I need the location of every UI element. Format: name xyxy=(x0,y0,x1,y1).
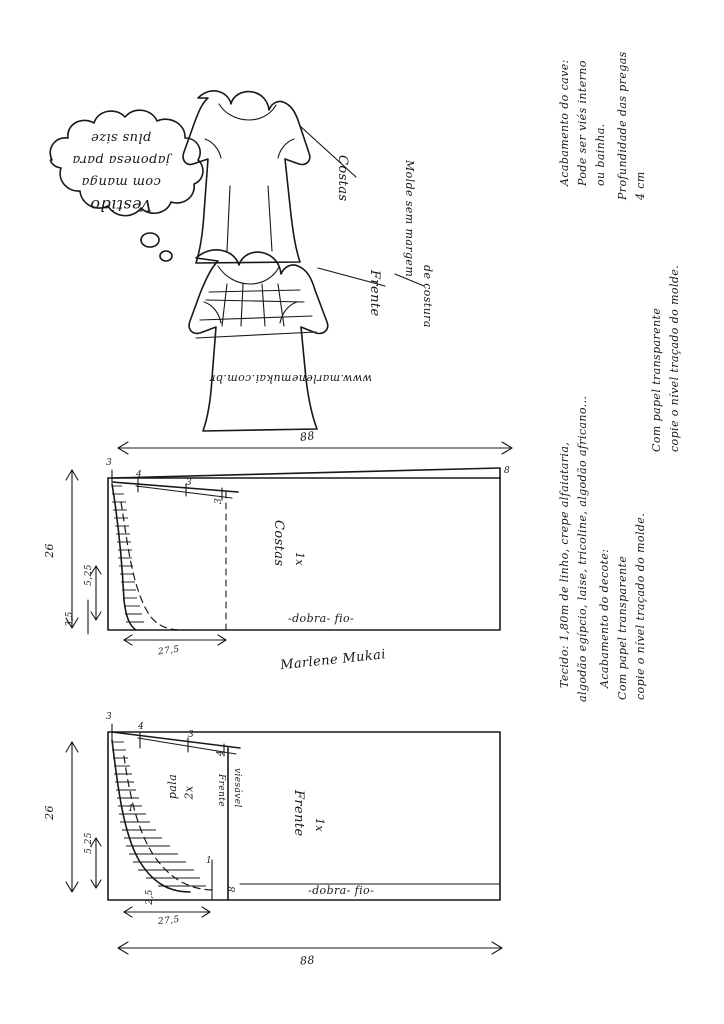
back-mark-3c: 3 xyxy=(214,497,225,505)
front-piece-qty: 1x xyxy=(313,818,326,833)
note-paper-line2: copie o nível traçado do molde. xyxy=(668,264,681,452)
front-mark-525: 5,25 xyxy=(83,832,94,854)
sketch-front-label: Frente xyxy=(367,270,382,317)
back-mark-525: 5,25 xyxy=(83,564,94,586)
front-mark-1b: 1 xyxy=(128,804,135,814)
back-fold-label: -dobra- fio- xyxy=(288,612,355,625)
note-pleat-depth-title: Profundidade das pregas xyxy=(616,51,629,200)
back-mark-3b: 3 xyxy=(186,478,193,488)
back-left-height-measure: 26 xyxy=(42,543,56,558)
front-piece-title: Frente xyxy=(291,790,306,837)
back-mark-3a: 3 xyxy=(106,458,113,468)
bubble-line-1: Vestido xyxy=(90,196,152,215)
seam-allowance-note-line2: de costura xyxy=(421,265,434,328)
front-small-label: Frente xyxy=(216,774,226,808)
back-piece-title: Costas xyxy=(271,520,286,567)
back-top-width-measure: 88 xyxy=(299,429,316,444)
note-paper-line1: Com papel transparente xyxy=(650,307,663,452)
note-neckline-finish-title: Acabamento do cave: xyxy=(558,59,571,186)
note-decote-title: Acabamento do decote: xyxy=(598,548,611,688)
bubble-line-4: plus size xyxy=(90,130,152,145)
front-yoke-label: pala xyxy=(166,773,180,800)
back-mark-8: 8 xyxy=(504,466,511,476)
front-bottom-width-measure: 88 xyxy=(299,953,316,968)
bubble-line-2: com manga xyxy=(81,174,161,189)
bubble-line-3: japonesa para xyxy=(72,152,170,167)
front-mark-1: 1 xyxy=(206,856,213,866)
note-neckline-finish-l2: ou bainha. xyxy=(594,123,607,186)
sketch-back-label: Costas xyxy=(335,155,350,202)
note-decote-line2: copie o nível traçado do molde. xyxy=(634,512,647,700)
back-piece-qty: 1x xyxy=(293,552,306,567)
back-mark-35: 3,5 xyxy=(64,611,75,627)
note-pleat-depth-value: 4 cm xyxy=(634,171,647,200)
front-mark-3b: 3 xyxy=(188,730,195,740)
signature: Marlene Mukai xyxy=(279,647,387,674)
front-mark-4: 4 xyxy=(138,722,145,732)
speech-bubble xyxy=(40,130,200,240)
front-viesavel-label: viesável xyxy=(232,768,242,808)
front-yoke-qty: 2x xyxy=(182,785,196,800)
watermark: www.marlenemukai.com.br xyxy=(209,372,373,385)
front-mark-4b: 4 xyxy=(216,749,227,757)
front-mark-25: 2,5 xyxy=(144,889,155,905)
note-fabric-line2: algodão egípcio, laise, tricoline, algodão africano... xyxy=(576,395,589,702)
front-fold-label: -dobra- fio- xyxy=(308,884,375,897)
note-neckline-finish-l1: Pode ser viés interno xyxy=(576,60,589,186)
front-mark-275: 27,5 xyxy=(157,914,181,928)
front-mark-3a: 3 xyxy=(106,712,113,722)
front-left-height-measure: 26 xyxy=(42,805,56,820)
note-decote-line1: Com papel transparente xyxy=(616,555,629,700)
note-fabric-title: Tecido: 1,80m de linho, crepe alfaiataria, xyxy=(558,441,571,688)
front-mark-8: 8 xyxy=(228,885,239,893)
back-mark-275: 27,5 xyxy=(157,644,181,658)
seam-allowance-note-line1: Molde sem margem xyxy=(403,160,416,278)
back-mark-4: 4 xyxy=(136,470,143,480)
